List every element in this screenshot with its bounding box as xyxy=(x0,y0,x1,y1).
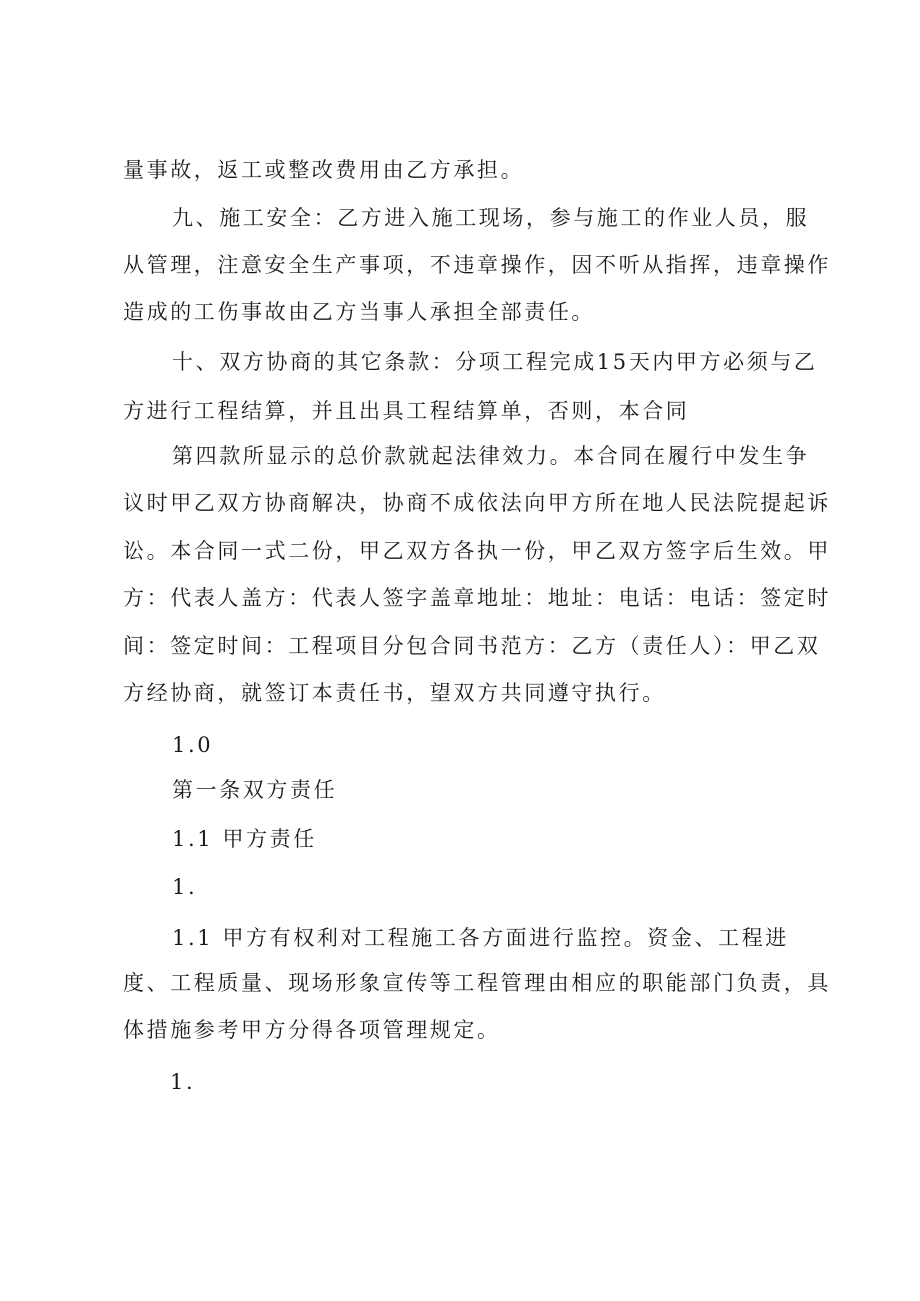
text-line: 讼。本合同一式二份，甲乙双方各执一份，甲乙双方签字后生效。甲 xyxy=(123,539,831,563)
text-line: 量事故，返工或整改费用由乙方承担。 xyxy=(123,158,525,182)
text-line: 造成的工伤事故由乙方当事人承担全部责任。 xyxy=(123,300,595,324)
text-line: 方经协商，就签订本责任书，望双方共同遵守执行。 xyxy=(123,681,666,705)
section-number: 1. xyxy=(170,1070,196,1094)
text-line: 第四款所显示的总价款就起法律效力。本合同在履行中发生争 xyxy=(172,444,810,468)
subsection-heading: 1.1 甲方责任 xyxy=(172,827,317,851)
text-line: 九、施工安全：乙方进入施工现场，参与施工的作业人员，服 xyxy=(172,206,810,230)
text-line: 方：代表人盖方：代表人签字盖章地址：地址：电话：电话：签定时 xyxy=(123,586,831,610)
text-line: 间：签定时间：工程项目分包合同书范方：乙方（责任人）：甲乙双 xyxy=(123,634,821,658)
section-number: 1.0 xyxy=(172,733,214,757)
text-line: 十、双方协商的其它条款：分项工程完成15天内甲方必须与乙 xyxy=(172,350,818,374)
section-number: 1. xyxy=(172,875,198,899)
text-line: 方进行工程结算，并且出具工程结算单，否则，本合同 xyxy=(123,399,690,423)
text-line: 体措施参考甲方分得各项管理规定。 xyxy=(123,1018,501,1042)
text-line: 从管理，注意安全生产事项，不违章操作，因不听从指挥，违章操作 xyxy=(123,253,831,277)
text-line: 议时甲乙双方协商解决，协商不成依法向甲方所在地人民法院提起诉 xyxy=(123,491,831,515)
text-line: 度、工程质量、现场形象宣传等工程管理由相应的职能部门负责，具 xyxy=(123,971,831,995)
section-heading: 第一条双方责任 xyxy=(172,778,338,802)
text-line: 1.1 甲方有权利对工程施工各方面进行监控。资金、工程进 xyxy=(172,926,789,950)
